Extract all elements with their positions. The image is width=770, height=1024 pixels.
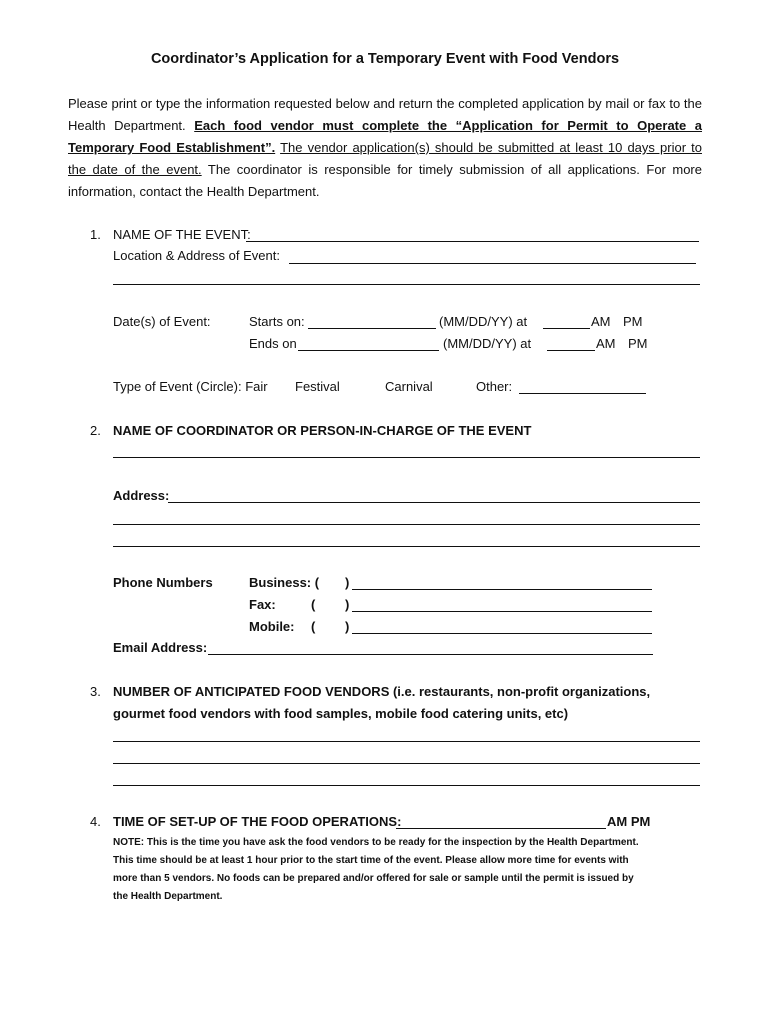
end-date-format: (MM/DD/YY) at xyxy=(443,336,532,351)
coordinator-heading: NAME OF COORDINATOR OR PERSON-IN-CHARGE OF THE EVENT xyxy=(113,423,532,438)
vendors-heading-line1: NUMBER OF ANTICIPATED FOOD VENDORS (i.e. restaurants, non-profit organizations, xyxy=(113,684,651,699)
intro-text-4: The coordinator is responsible for timely submission of all applications. For more information, contact the Health Department. xyxy=(68,162,702,199)
intro-text-1: Please print or type the information requested below and return the completed application by mail or fax to the Health Department. xyxy=(68,96,702,133)
event-type-other: Other: xyxy=(476,379,513,394)
end-am[interactable]: AM xyxy=(596,336,616,351)
intro-paragraph xyxy=(68,93,702,203)
note-line-3: more than 5 vendors. No foods can be prepared and/or offered for sale or sample until the permit is issued by xyxy=(113,873,634,884)
fax-field[interactable] xyxy=(352,611,652,612)
address-label: Address: xyxy=(113,488,170,503)
event-type-carnival[interactable]: Carnival xyxy=(385,379,433,394)
note-line-4: the Health Department. xyxy=(113,891,223,902)
starts-label: Starts on: xyxy=(249,314,305,329)
location-field[interactable] xyxy=(289,263,696,264)
mobile-paren-close: ) xyxy=(345,619,350,634)
section3-number: 3. xyxy=(90,684,101,699)
setup-time-heading: TIME OF SET-UP OF THE FOOD OPERATIONS: xyxy=(113,814,402,829)
start-time-field[interactable] xyxy=(543,328,590,329)
event-type-other-field[interactable] xyxy=(519,393,646,394)
section4-number: 4. xyxy=(90,814,101,829)
address-field-line2[interactable] xyxy=(113,524,700,525)
address-field-line3[interactable] xyxy=(113,546,700,547)
event-name-field[interactable] xyxy=(246,241,699,242)
vendors-field-line1[interactable] xyxy=(113,741,700,742)
dates-label: Date(s) of Event: xyxy=(113,314,211,329)
intro-text-2: Each food vendor must complete the “Application for Permit to Operate a Temporary Food Establishment”. xyxy=(68,118,702,155)
mobile-label: Mobile: xyxy=(249,619,295,634)
mobile-field[interactable] xyxy=(352,633,652,634)
fax-paren-open: ( xyxy=(311,597,316,612)
start-date-field[interactable] xyxy=(308,328,436,329)
location-field-line2[interactable] xyxy=(113,284,700,285)
fax-label: Fax: xyxy=(249,597,276,612)
setup-note xyxy=(113,834,703,906)
business-phone-field[interactable] xyxy=(352,589,652,590)
intro-text-3: The vendor application(s) should be submitted at least 10 days prior to the date of the event. xyxy=(68,140,702,177)
event-type-label[interactable]: Type of Event (Circle): Fair xyxy=(113,379,268,394)
end-pm[interactable]: PM xyxy=(628,336,648,351)
section2-number: 2. xyxy=(90,423,101,438)
email-label: Email Address: xyxy=(113,640,208,655)
event-name-label: NAME OF THE EVENT: xyxy=(113,227,251,242)
note-line-1: NOTE: This is the time you have ask the food vendors to be ready for the inspection by the Health Department. xyxy=(113,837,639,848)
mobile-paren-open: ( xyxy=(311,619,316,634)
fax-paren-close: ) xyxy=(345,597,350,612)
start-am[interactable]: AM xyxy=(591,314,611,329)
form-title: Coordinator’s Application for a Temporary Event with Food Vendors xyxy=(150,51,620,67)
location-label: Location & Address of Event: xyxy=(113,248,280,263)
end-time-field[interactable] xyxy=(547,350,595,351)
start-date-format: (MM/DD/YY) at xyxy=(439,314,528,329)
business-phone-label: Business: ( xyxy=(249,575,320,590)
event-type-festival[interactable]: Festival xyxy=(295,379,340,394)
section1-number: 1. xyxy=(90,227,101,242)
address-field[interactable] xyxy=(168,502,700,503)
phone-numbers-label: Phone Numbers xyxy=(113,575,213,590)
email-field[interactable] xyxy=(208,654,653,655)
note-line-2: This time should be at least 1 hour prior to the start time of the event. Please allow more time for events with xyxy=(113,855,629,866)
vendors-field-line3[interactable] xyxy=(113,785,700,786)
setup-am-pm[interactable]: AM PM xyxy=(607,814,651,829)
setup-time-field[interactable] xyxy=(396,828,606,829)
ends-label: Ends on xyxy=(249,336,297,351)
coordinator-name-field[interactable] xyxy=(113,457,700,458)
start-pm[interactable]: PM xyxy=(623,314,643,329)
vendors-heading-line2: gourmet food vendors with food samples, mobile food catering units, etc) xyxy=(113,706,569,721)
end-date-field[interactable] xyxy=(298,350,439,351)
vendors-field-line2[interactable] xyxy=(113,763,700,764)
business-paren-close: ) xyxy=(345,575,350,590)
